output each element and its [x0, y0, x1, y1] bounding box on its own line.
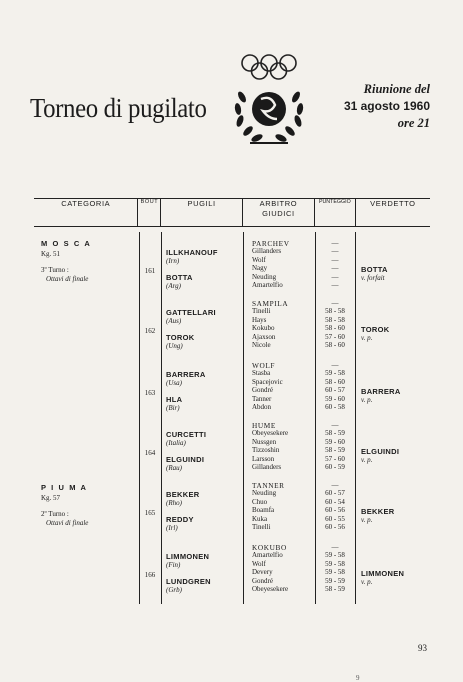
boxer-name: TOROK — [166, 333, 195, 342]
boxer-country: (Arg) — [166, 282, 181, 290]
score: — — [331, 264, 339, 273]
bout-number: 163 — [144, 389, 156, 397]
meeting-time: ore 21 — [397, 116, 430, 130]
verdict: v. p. — [361, 516, 373, 524]
boxer-name: ELGUINDI — [166, 455, 205, 464]
referee-name: HUME — [252, 421, 276, 430]
score: — — [331, 239, 339, 247]
boxer-country: (Usa) — [166, 379, 182, 387]
header-verdetto: VERDETTO — [355, 199, 430, 227]
score: — — [331, 281, 339, 289]
judge-name: Tanner — [252, 394, 272, 403]
score: 60 - 56 — [325, 506, 345, 515]
boxer-country: (Aus) — [166, 317, 182, 325]
category-name: M O S C A — [41, 239, 92, 248]
category-turn: 2º Turno : — [41, 510, 69, 518]
bout-number: 162 — [144, 327, 156, 335]
header-categoria: CATEGORIA — [61, 199, 111, 208]
header-pugili: PUGILI — [161, 199, 243, 227]
boxer-country: (Italia) — [166, 439, 186, 447]
judge-name: Amartelfio — [252, 551, 283, 560]
category-round: Ottavi di finale — [46, 275, 89, 283]
boxer-name: BARRERA — [166, 370, 206, 379]
score: 60 - 56 — [325, 523, 345, 531]
results-table — [34, 198, 430, 227]
boxer-name: BOTTA — [166, 273, 193, 282]
judge-name: Nussgen — [252, 437, 277, 446]
meeting-info — [344, 81, 430, 132]
score: — — [331, 421, 339, 429]
boxer-name: GATTELLARI — [166, 308, 216, 317]
score: 58 - 59 — [325, 429, 345, 438]
winner-name: ELGUINDI — [361, 447, 400, 456]
score: 59 - 59 — [325, 576, 345, 585]
judge-name: Spacejovic — [252, 377, 283, 386]
score: 58 - 60 — [325, 341, 345, 349]
boxer-country: (Rau) — [166, 464, 182, 472]
page-title: Torneo di pugilato — [30, 93, 207, 123]
score: — — [331, 543, 339, 551]
score: 59 - 60 — [325, 437, 345, 446]
score: 58 - 59 — [325, 585, 345, 593]
boxer-name: LUNDGREN — [166, 577, 211, 586]
footer-mark: 9 — [356, 674, 360, 682]
score: 60 - 59 — [325, 463, 345, 471]
score: 59 - 58 — [325, 551, 345, 560]
category-name: P I U M A — [41, 483, 88, 492]
olympic-emblem — [228, 51, 310, 153]
referee-name: KOKUBO — [252, 543, 287, 552]
judge-name: Stasba — [252, 369, 271, 378]
category-weight: Kg. 51 — [41, 250, 61, 258]
column-divider — [161, 232, 162, 604]
header-arbitro-line1: ARBITRO — [259, 199, 298, 208]
column-divider — [139, 232, 140, 604]
winner-name: LIMMONEN — [361, 569, 405, 578]
verdict: v. p. — [361, 578, 373, 586]
judge-name: Larsson — [252, 454, 275, 463]
boxer-country: (Bir) — [166, 404, 180, 412]
score: 57 - 60 — [325, 332, 345, 341]
score: 58 - 60 — [325, 377, 345, 386]
judge-name: Hays — [252, 315, 267, 324]
score: 58 - 58 — [325, 315, 345, 324]
score: 60 - 57 — [325, 386, 345, 395]
judge-name: Gillanders — [252, 247, 282, 256]
judge-name: Amartelfio — [252, 281, 283, 289]
judge-name: Tinelli — [252, 307, 271, 316]
judge-name: Neuding — [252, 272, 277, 281]
boxer-country: (Irn) — [166, 257, 180, 265]
judge-name: Chuo — [252, 497, 268, 506]
table-header — [34, 199, 430, 227]
category-round: Ottavi di finale — [46, 519, 89, 527]
header-arbitro-line2: GIUDICI — [262, 209, 295, 218]
boxer-name: REDDY — [166, 515, 194, 524]
column-divider — [243, 232, 244, 604]
score: — — [331, 272, 339, 281]
score: 59 - 58 — [325, 559, 345, 568]
winner-name: BEKKER — [361, 507, 395, 516]
referee-name: SAMPILA — [252, 299, 289, 308]
judge-name: Tinelli — [252, 523, 271, 531]
column-divider — [355, 232, 356, 604]
boxer-country: (Irl) — [166, 524, 178, 532]
judge-name: Nicole — [252, 341, 271, 349]
boxer-country: (Ung) — [166, 342, 183, 350]
boxer-name: CURCETTI — [166, 430, 207, 439]
boxer-name: ILLKHANOUF — [166, 248, 218, 257]
score: 60 - 57 — [325, 489, 345, 498]
category-turn: 3º Turno : — [41, 266, 69, 274]
score: 60 - 58 — [325, 403, 345, 411]
winner-name: TOROK — [361, 325, 390, 334]
score: 60 - 54 — [325, 497, 345, 506]
boxer-country: (Grb) — [166, 586, 182, 594]
boxer-country: (Rho) — [166, 499, 182, 507]
referee-name: WOLF — [252, 361, 276, 370]
bout-number: 165 — [144, 509, 156, 517]
score: — — [331, 481, 339, 489]
judge-name: Wolf — [252, 559, 266, 568]
judge-name: Gondré — [252, 386, 273, 395]
score: — — [331, 299, 339, 307]
bout-number: 164 — [144, 449, 156, 457]
score: 58 - 60 — [325, 324, 345, 333]
score: 60 - 55 — [325, 514, 345, 523]
score: 59 - 60 — [325, 394, 345, 403]
score: 57 - 60 — [325, 454, 345, 463]
winner-name: BOTTA — [361, 265, 388, 274]
verdict: v. p. — [361, 456, 373, 464]
category-weight: Kg. 57 — [41, 494, 61, 502]
score: — — [331, 361, 339, 369]
score: — — [331, 247, 339, 256]
bout-number: 166 — [144, 571, 156, 579]
boxer-name: LIMMONEN — [166, 552, 210, 561]
judge-name: Gillanders — [252, 463, 282, 471]
bout-number: 161 — [144, 267, 156, 275]
judge-name: Kuka — [252, 514, 268, 523]
judge-name: Devery — [252, 568, 273, 577]
score: 58 - 58 — [325, 307, 345, 316]
boxer-country: (Fin) — [166, 561, 181, 569]
verdict: v. p. — [361, 396, 373, 404]
page-number: 93 — [418, 643, 427, 653]
verdict: v. p. — [361, 334, 373, 342]
boxer-name: BEKKER — [166, 490, 200, 499]
boxer-name: HLA — [166, 395, 183, 404]
judge-name: Neuding — [252, 489, 277, 498]
score: — — [331, 255, 339, 264]
judge-name: Kokubo — [252, 324, 275, 333]
score: 58 - 59 — [325, 446, 345, 455]
score: 59 - 58 — [325, 568, 345, 577]
header-arbitro — [242, 199, 314, 227]
judge-name: Boamfa — [252, 506, 275, 515]
meeting-date: 31 agosto 1960 — [343, 99, 430, 113]
header-punteggio: PUNTEGGIO — [314, 199, 355, 227]
judge-name: Tizzoshin — [252, 446, 280, 455]
score: 59 - 58 — [325, 369, 345, 378]
header-bout: BOUT — [138, 199, 161, 227]
judge-name: Obeyesekere — [252, 585, 289, 593]
winner-name: BARRERA — [361, 387, 401, 396]
judge-name: Obeyesekere — [252, 429, 289, 438]
judge-name: Gondré — [252, 576, 273, 585]
judge-name: Wolf — [252, 255, 266, 264]
judge-name: Ajaxson — [252, 332, 276, 341]
judge-name: Abdon — [252, 403, 272, 411]
referee-name: PARCHEV — [252, 239, 290, 248]
referee-name: TANNER — [252, 481, 285, 490]
meeting-label: Riunione del — [363, 82, 430, 96]
olympic-rings-icon — [228, 51, 310, 153]
judge-name: Nagy — [252, 264, 268, 273]
verdict: v. forfait — [361, 274, 385, 282]
results-body — [34, 232, 430, 604]
